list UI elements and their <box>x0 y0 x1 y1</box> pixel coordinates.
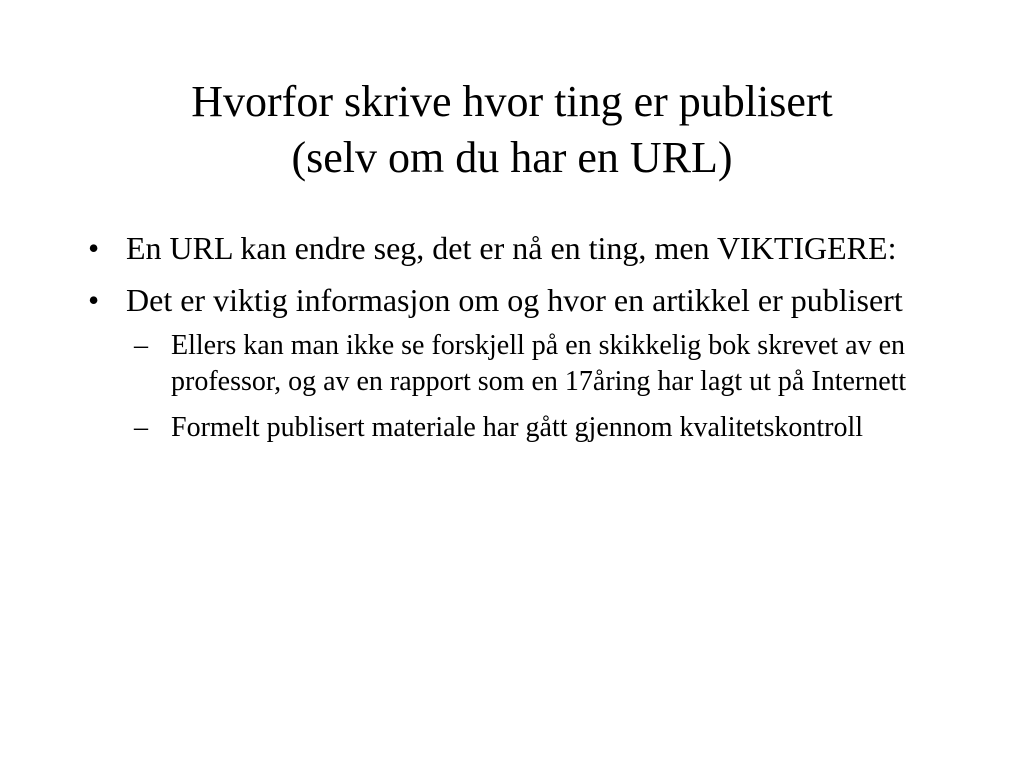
sub-bullet-symbol: – <box>134 330 148 361</box>
bullet-text: Det er viktig informasjon om og hvor en artikkel er publisert <box>126 282 903 318</box>
sub-bullet-item <box>126 410 948 446</box>
sub-bullet-symbol: – <box>134 412 148 443</box>
bullet-list <box>88 228 948 458</box>
slide-title-line-2: (selv om du har en URL) <box>291 133 733 182</box>
slide-title <box>60 74 964 186</box>
bullet-symbol: • <box>88 282 100 318</box>
slide-title-line-1: Hvorfor skrive hvor ting er publisert <box>191 77 833 126</box>
sub-bullet-text: Ellers kan man ikke se forskjell på en skikkelig bok skrevet av en professor, og av en rapport som en 17åring har lagt ut på Internett <box>171 330 907 397</box>
bullet-symbol: • <box>88 230 100 266</box>
bullet-item <box>88 228 948 268</box>
bullet-item <box>88 280 948 446</box>
bullet-text: En URL kan endre seg, det er nå en ting, men VIKTIGERE: <box>126 230 897 266</box>
sub-bullet-text: Formelt publisert materiale har gått gjennom kvalitetskontroll <box>171 412 864 443</box>
sub-bullet-list <box>126 328 948 446</box>
sub-bullet-item <box>126 328 948 400</box>
